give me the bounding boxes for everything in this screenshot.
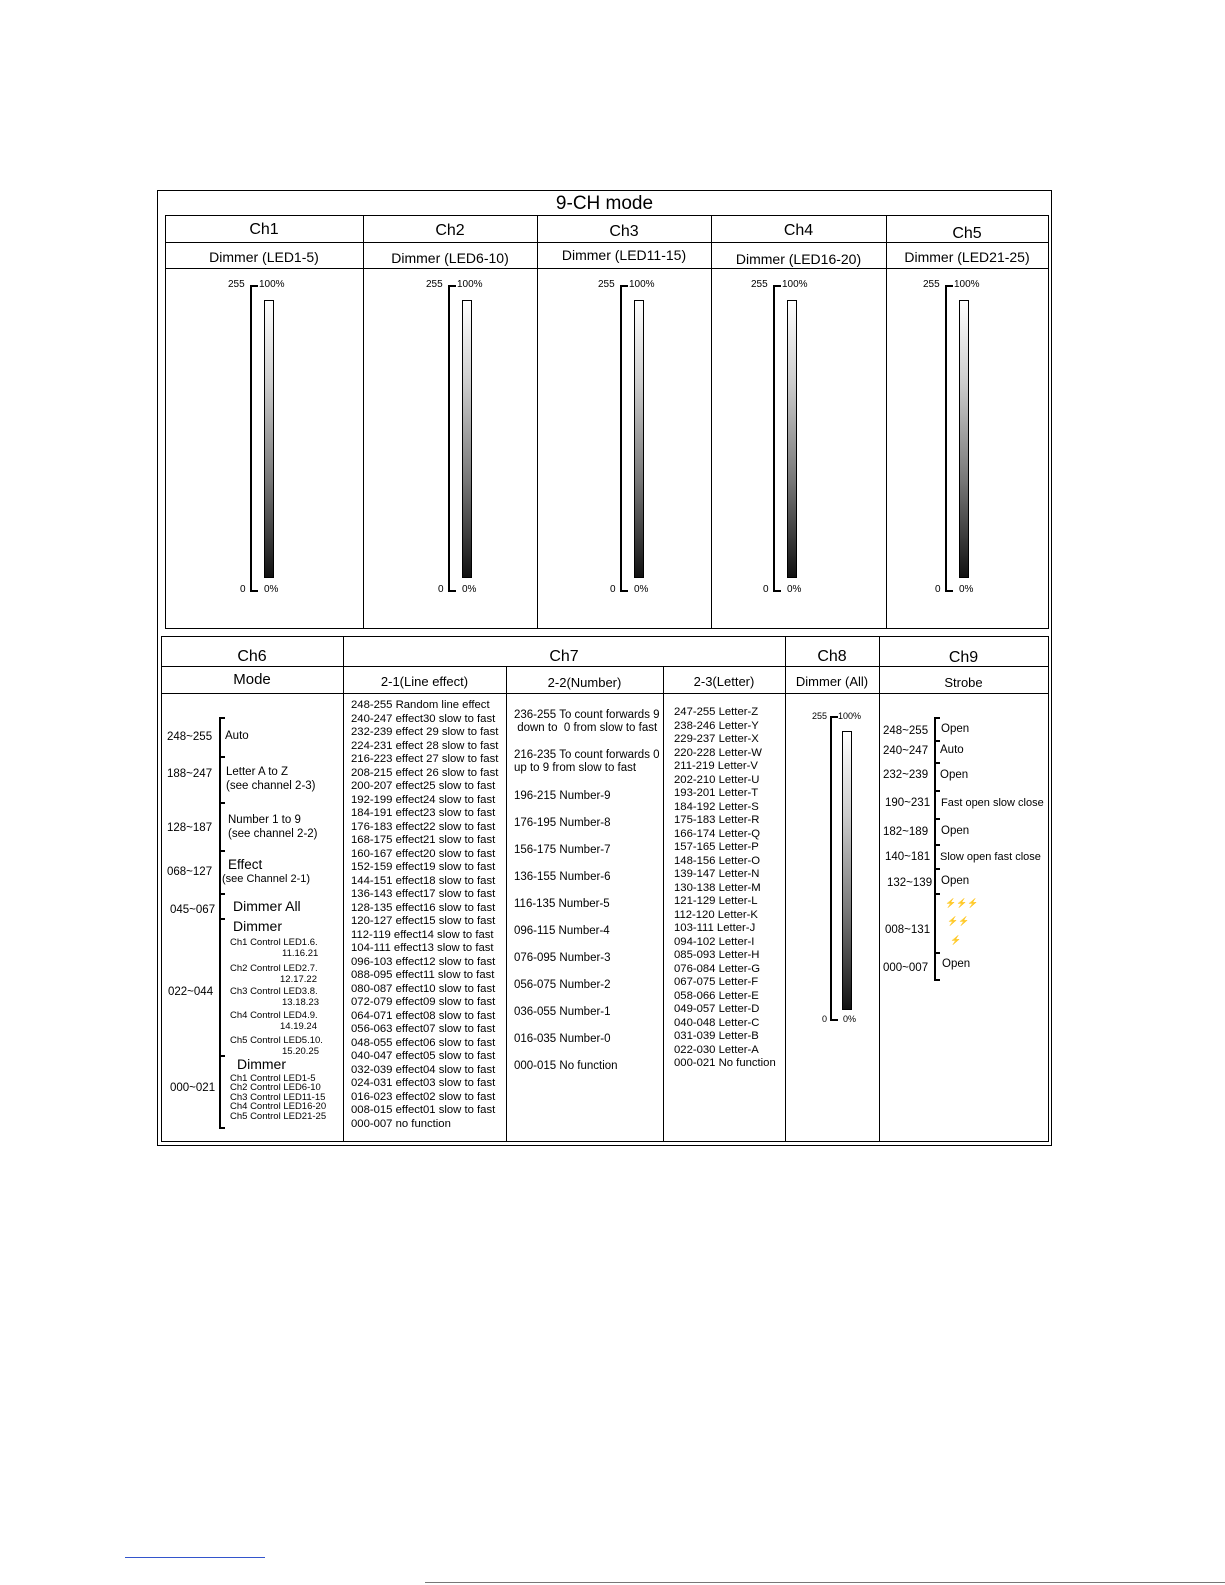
ch6-dimmer-item-2: Ch3 Control LED11-15 [230,1092,326,1103]
gauge-top-value: 255 [812,711,828,721]
gauge-bottom-pct: 0% [264,584,279,595]
gauge-top-pct: 100% [954,279,980,290]
ch9-label: Fast open slow close [941,797,1044,809]
ch3-function: Dimmer (LED11-15) [561,247,687,263]
gauge-top-pct: 100% [782,279,808,290]
list-item: 192-199 effect24 slow to fast [351,793,496,806]
ch7-number-item: 116-135 Number-5 [514,898,610,910]
list-item: 238-246 Letter-Y [674,719,759,732]
list-item: 144-151 effect18 slow to fast [351,874,496,887]
ch6-letter-note: (see channel 2-3) [226,780,316,792]
ch6-dimmer-item-2: Ch2 Control LED6-10 [230,1082,321,1093]
list-item: 072-079 effect09 slow to fast [351,996,496,1008]
gauge-top-value: 255 [426,279,443,290]
list-item: 193-201 Letter-T [674,787,759,799]
footer-rule [125,1557,265,1558]
ch9-label: Open [941,875,970,887]
ch9-label: Slow open fast close [940,851,1041,863]
list-item: 128-135 effect16 slow to fast [351,901,496,914]
list-item: 220-228 Letter-W [674,746,762,759]
ch7-number-item: down to 0 from slow to fast [514,722,658,734]
list-item: 176-183 effect22 slow to fast [351,820,496,833]
ch9-range: 140~181 [885,851,931,863]
gauge-top-value: 255 [751,279,768,290]
ch6-range: 068~127 [167,866,213,878]
ch6-dimmer-label: Dimmer [233,918,282,934]
ch6-function: Mode [233,671,271,688]
list-item: 157-165 Letter-P [674,841,759,853]
top-col-border [537,215,538,629]
ch7-sub-line-effect: 2-1(Line effect) [380,674,469,689]
ch9-function: Strobe [944,675,983,690]
strobe-medium-icon: ⚡⚡ [947,916,970,926]
gauge-bar [787,300,797,578]
ch6-number-note: (see channel 2-2) [228,828,318,840]
list-item: 040-047 effect05 slow to fast [351,1050,496,1062]
gauge-scale [620,285,625,592]
ch9-label: Auto [940,744,964,756]
gauge-bottom-pct: 0% [843,1014,857,1024]
gauge-top-pct: 100% [259,279,285,290]
ch7-number-item: 196-215 Number-9 [514,790,611,802]
gauge-scale [448,285,453,592]
ch1-header: Ch1 [249,221,279,238]
gauge-bar [842,731,852,1010]
list-item: 202-210 Letter-U [674,773,760,786]
gauge-bottom-pct: 0% [634,584,649,595]
bottom-ch7-sub-divider [343,666,785,667]
ch7-number-item: 056-075 Number-2 [514,979,611,991]
ch9-label: Open [941,825,970,837]
ch9-header: Ch9 [948,649,979,666]
ch6-dimmer-all-label: Dimmer All [233,898,301,914]
gauge-scale [945,285,950,592]
ch9-bracket-tick [934,818,940,820]
ch7-number-item: 236-255 To count forwards 9 [514,709,660,721]
ch6-range: 248~255 [167,731,213,743]
ch7-number-item: 156-175 Number-7 [514,844,611,856]
ch8-header: Ch8 [817,648,847,665]
gauge-bottom-value: 0 [610,584,616,595]
gauge-bar [462,300,472,578]
ch4-function: Dimmer (LED16-20) [735,251,862,267]
ch7-number-item: 076-095 Number-3 [514,952,611,964]
ch6-range: 128~187 [167,822,213,834]
list-item: 031-039 Letter-B [674,1030,759,1042]
list-item: 240-247 effect30 slow to fast [351,712,496,725]
list-item: 148-156 Letter-O [674,854,761,867]
list-item: 022-030 Letter-A [674,1043,759,1056]
list-item: 136-143 effect17 slow to fast [351,888,496,900]
ch6-bracket-tick [219,1127,225,1129]
ch7-number-item: 176-195 Number-8 [514,817,611,829]
gauge-bottom-pct: 0% [787,584,802,595]
ch5-function: Dimmer (LED21-25) [904,249,1030,265]
list-item: 080-087 effect10 slow to fast [351,982,496,995]
gauge-bottom-value: 0 [763,584,769,595]
ch6-bracket-tick [219,717,225,719]
gauge-top-value: 255 [923,279,940,290]
list-item: 130-138 Letter-M [674,881,761,894]
top-col-border [711,215,712,629]
ch7-number-item: 036-055 Number-1 [514,1006,611,1018]
bottom-col-border [343,636,344,1142]
ch7-sub-letter: 2-3(Letter) [693,674,755,689]
list-item: 094-102 Letter-I [674,935,755,948]
ch6-dimmer-item: Ch3 Control LED3.8. [230,986,318,997]
ch6-dimmer-label-2: Dimmer [237,1056,286,1072]
list-item: 112-120 Letter-K [674,908,758,921]
ch9-label: Open [941,723,970,735]
ch6-letter-label: Letter A to Z [226,766,289,778]
list-item: 024-031 effect03 slow to fast [351,1077,496,1089]
list-item: 160-167 effect20 slow to fast [351,847,496,860]
top-col-border [363,215,364,629]
ch7-header: Ch7 [549,648,579,665]
ch9-bracket [934,717,936,981]
ch6-effect-label: Effect [228,857,263,872]
gauge-top-value: 255 [598,279,615,290]
gauge-top-pct: 100% [629,279,655,290]
list-item: 032-039 effect04 slow to fast [351,1063,496,1076]
list-item: 166-174 Letter-Q [674,827,761,840]
gauge-top-value: 255 [228,279,245,290]
list-item: 104-111 effect13 slow to fast [351,942,494,954]
ch9-bracket-tick [934,868,940,870]
list-item: 048-055 effect06 slow to fast [351,1036,496,1049]
list-item: 200-207 effect25 slow to fast [351,780,496,792]
ch6-dimmer-item: Ch4 Control LED4.9. [230,1010,318,1021]
list-item: 232-239 effect 29 slow to fast [351,726,499,738]
list-item: 139-147 Letter-N [674,868,760,880]
list-item: 121-129 Letter-L [674,895,758,907]
list-item: 016-023 effect02 slow to fast [351,1090,496,1103]
ch6-dimmer-item-2: Ch4 Control LED16-20 [230,1101,327,1112]
ch9-label: Open [940,769,969,781]
bottom-col-border [879,636,880,1142]
ch6-auto-label: Auto [225,730,249,742]
gauge-bottom-pct: 0% [462,584,477,595]
ch7-number-item: 000-015 No function [514,1060,618,1072]
ch6-range: 022~044 [168,986,214,998]
gauge-top-pct: 100% [457,279,483,290]
list-item: 184-192 Letter-S [674,800,759,813]
ch4-header: Ch4 [783,222,814,239]
gauge-bottom-value: 0 [438,584,444,595]
strobe-fast-icon: ⚡⚡⚡ [945,898,979,908]
ch9-bracket-tick [934,979,940,981]
gauge-bottom-pct: 0% [959,584,974,595]
ch6-bracket-tick [219,893,225,895]
gauge-bar [959,300,969,578]
bottom-col-border [161,636,162,1142]
ch9-bracket-tick [934,844,940,846]
ch6-bracket-tick [219,756,225,758]
ch6-range: 000~021 [170,1082,216,1094]
list-item: 248-255 Random line effect [351,699,490,711]
list-item: 049-057 Letter-D [674,1003,760,1015]
list-item: 040-048 Letter-C [674,1016,760,1029]
bottom-col-border [785,636,786,1142]
ch6-dimmer-item: 15.20.25 [282,1046,319,1057]
list-item: 175-183 Letter-R [674,814,760,826]
ch9-range: 232~239 [883,769,929,781]
list-item: 168-175 effect21 slow to fast [351,834,496,846]
bottom-col-border [663,666,664,1142]
list-item: 076-084 Letter-G [674,962,761,975]
ch6-dimmer-item: 12.17.22 [280,974,317,985]
bottom-func-divider [161,693,1049,694]
bottom-col-border [506,666,507,1142]
ch9-bracket-tick [934,790,940,792]
top-table-bottom-border [165,628,1049,629]
footer-rule [425,1582,1225,1583]
list-item: 211-219 Letter-V [674,760,758,772]
list-item: 008-015 effect01 slow to fast [351,1104,496,1116]
ch9-bracket-tick [934,762,940,764]
gauge-scale [250,285,255,592]
top-table-top-border [165,215,1049,216]
strobe-slow-icon: ⚡ [950,935,962,945]
list-item: 085-093 Letter-H [674,949,760,961]
bottom-table-bottom-border [161,1141,1049,1142]
ch7-number-item: 016-035 Number-0 [514,1033,611,1045]
gauge-bar [264,300,274,578]
ch9-range: 000~007 [883,962,929,974]
ch6-bracket-tick [219,850,225,852]
ch6-dimmer-item: Ch2 Control LED2.7. [230,963,318,974]
ch7-number-item: 096-115 Number-4 [514,925,610,937]
list-item: 064-071 effect08 slow to fast [351,1009,496,1022]
list-item: 103-111 Letter-J [674,922,756,934]
list-item: 000-021 No function [674,1057,776,1069]
ch6-dimmer-item: Ch5 Control LED5.10. [230,1035,323,1046]
ch6-dimmer-item-2: Ch5 Control LED21-25 [230,1111,327,1122]
ch6-dimmer-item: 14.19.24 [280,1021,317,1032]
ch1-function: Dimmer (LED1-5) [209,249,319,265]
ch6-dimmer-item-2: Ch1 Control LED1-5 [230,1073,316,1084]
ch9-range: 248~255 [883,725,929,737]
ch9-range: 008~131 [885,924,931,936]
ch9-bracket-tick [934,893,940,895]
bottom-table-top-border [161,636,1049,637]
list-item: 224-231 effect 28 slow to fast [351,739,499,752]
table-title: 9-CH mode [555,193,654,214]
list-item: 067-075 Letter-F [674,976,759,988]
ch6-bracket-tick [219,1055,225,1057]
ch2-function: Dimmer (LED6-10) [391,250,509,266]
top-func-divider [165,268,1049,269]
ch7-letter-list [674,706,776,1071]
list-item: 216-223 effect 27 slow to fast [351,753,499,765]
list-item: 247-255 Letter-Z [674,706,759,718]
ch9-range: 240~247 [883,745,929,757]
top-col-border [165,215,166,629]
gauge-scale [830,716,835,1021]
ch6-bracket [219,717,221,1129]
list-item: 058-066 Letter-E [674,989,759,1002]
ch9-range: 190~231 [885,797,931,809]
list-item: 152-159 effect19 slow to fast [351,861,496,873]
list-item: 000-007 no function [351,1117,451,1130]
ch8-function: Dimmer (All) [795,674,869,689]
ch7-number-item: up to 9 from slow to fast [514,762,637,774]
list-item: 088-095 effect11 slow to fast [351,969,495,981]
gauge-bar [634,300,644,578]
gauge-bottom-value: 0 [240,584,246,595]
list-item: 112-119 effect14 slow to fast [351,928,494,941]
ch6-dimmer-item: 13.18.23 [282,997,319,1008]
list-item: 120-127 effect15 slow to fast [351,915,496,927]
ch9-bracket-tick [934,952,940,954]
list-item: 208-215 effect 26 slow to fast [351,766,499,779]
list-item: 096-103 effect12 slow to fast [351,955,496,968]
ch6-range: 045~067 [170,904,216,916]
top-col-border [886,215,887,629]
ch7-number-item: 136-155 Number-6 [514,871,611,883]
ch9-range: 182~189 [883,826,929,838]
ch2-header: Ch2 [435,222,465,239]
list-item: 184-191 effect23 slow to fast [351,807,496,819]
ch6-range: 188~247 [167,768,213,780]
ch9-label: Open [942,958,971,970]
list-item: 056-063 effect07 slow to fast [351,1023,496,1035]
ch6-bracket-tick [219,918,225,920]
ch5-header: Ch5 [952,225,982,242]
gauge-bottom-value: 0 [935,584,941,595]
ch6-dimmer-item: Ch1 Control LED1.6. [230,937,318,948]
ch7-number-item: 216-235 To count forwards 0 [514,749,660,761]
ch9-range: 132~139 [887,877,933,889]
ch7-sub-number: 2-2(Number) [547,675,622,690]
ch7-line-effect-list [351,699,498,1131]
ch6-header: Ch6 [237,648,267,665]
list-item: 229-237 Letter-X [674,733,759,745]
ch6-number-label: Number 1 to 9 [228,814,301,826]
ch6-dimmer-item: 11.16.21 [282,948,319,959]
bottom-col-border [1048,636,1049,1142]
gauge-scale [773,285,778,592]
ch3-header: Ch3 [609,223,639,240]
top-col-border [1048,215,1049,629]
ch6-bracket-tick [219,802,225,804]
gauge-top-pct: 100% [838,711,862,721]
ch6-effect-note: (see Channel 2-1) [222,873,311,885]
gauge-bottom-value: 0 [822,1014,828,1024]
ch9-bracket-tick [934,740,940,742]
ch9-bracket-tick [934,717,940,719]
